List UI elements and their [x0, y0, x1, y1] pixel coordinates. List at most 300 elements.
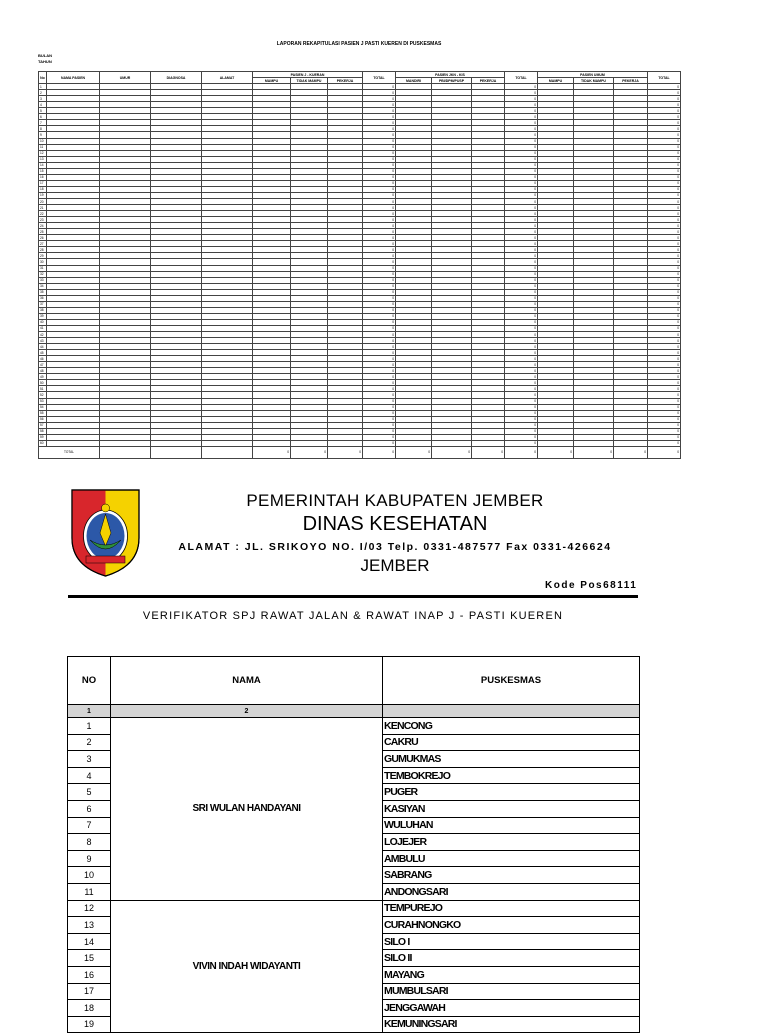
row-number: 22 — [39, 211, 47, 217]
col-alamat: ALAMAT — [202, 72, 253, 84]
row-total: 0 — [505, 96, 538, 102]
row-number: 45 — [39, 350, 47, 356]
letterhead-divider — [68, 595, 638, 598]
row-total: 0 — [363, 150, 396, 156]
sub-header: TIDAK MAMPU — [574, 78, 614, 84]
row-number: 16 — [39, 174, 47, 180]
recap-table — [38, 71, 681, 459]
row-total: 0 — [648, 168, 681, 174]
verifikator-name: VIVIN INDAH WIDAYANTI — [111, 900, 383, 1033]
row-total: 0 — [648, 180, 681, 186]
row-total: 0 — [363, 253, 396, 259]
puskesmas-name: JENGGAWAH — [383, 1000, 640, 1017]
row-total: 0 — [363, 156, 396, 162]
total-value: 0 — [614, 446, 648, 458]
row-total: 0 — [505, 198, 538, 204]
row-total: 0 — [363, 428, 396, 434]
row-total: 0 — [363, 374, 396, 380]
row-total: 0 — [648, 410, 681, 416]
row-number: 7 — [39, 120, 47, 126]
row-number: 35 — [39, 289, 47, 295]
row-total: 0 — [505, 422, 538, 428]
row-total: 0 — [648, 319, 681, 325]
row-number: 17 — [39, 180, 47, 186]
row-total: 0 — [648, 277, 681, 283]
row-total: 0 — [648, 380, 681, 386]
row-total: 0 — [648, 90, 681, 96]
row-total: 0 — [648, 132, 681, 138]
row-total: 0 — [505, 398, 538, 404]
col-diagnosa: DIAGNOSA — [151, 72, 202, 84]
total-value: 0 — [432, 446, 472, 458]
row-total: 0 — [648, 325, 681, 331]
row-number: 57 — [39, 422, 47, 428]
row-total: 0 — [363, 422, 396, 428]
row-number: 20 — [39, 198, 47, 204]
row-total: 0 — [648, 301, 681, 307]
row-total: 0 — [363, 277, 396, 283]
row-number: 59 — [39, 434, 47, 440]
row-total: 0 — [648, 295, 681, 301]
row-total: 0 — [363, 211, 396, 217]
row-total: 0 — [505, 156, 538, 162]
row-total: 0 — [505, 162, 538, 168]
row-total: 0 — [505, 223, 538, 229]
row-total: 0 — [363, 404, 396, 410]
row-total: 0 — [648, 344, 681, 350]
row-total: 0 — [505, 301, 538, 307]
row-total: 0 — [505, 428, 538, 434]
puskesmas-name: MUMBULSARI — [383, 983, 640, 1000]
row-total: 0 — [648, 120, 681, 126]
row-total: 0 — [363, 271, 396, 277]
row-total: 0 — [505, 84, 538, 90]
row-total: 0 — [648, 307, 681, 313]
row-number: 39 — [39, 313, 47, 319]
bulan-label: BULAN — [38, 53, 52, 58]
row-number: 40 — [39, 319, 47, 325]
row-total: 0 — [648, 156, 681, 162]
row-total: 0 — [648, 241, 681, 247]
sheet-meta — [38, 53, 52, 65]
row-total: 0 — [363, 205, 396, 211]
row-total: 0 — [648, 229, 681, 235]
row-total: 0 — [648, 211, 681, 217]
row-total: 0 — [505, 205, 538, 211]
row-number: 11 — [39, 144, 47, 150]
row-total: 0 — [363, 380, 396, 386]
total-value: 0 — [538, 446, 574, 458]
row-total: 0 — [363, 96, 396, 102]
row-total: 0 — [648, 84, 681, 90]
sub-header: TIDAK MAMPU — [291, 78, 328, 84]
total-row — [39, 446, 681, 458]
puskesmas-name: AMBULU — [383, 850, 640, 867]
row-total: 0 — [505, 126, 538, 132]
row-number: 6 — [39, 114, 47, 120]
row-number: 19 — [68, 1016, 111, 1033]
row-total: 0 — [363, 90, 396, 96]
puskesmas-name: KEMUNINGSARI — [383, 1016, 640, 1033]
row-total: 0 — [505, 253, 538, 259]
table-row — [68, 900, 640, 917]
row-total: 0 — [648, 271, 681, 277]
col-total-1: TOTAL — [363, 72, 396, 84]
row-total: 0 — [505, 174, 538, 180]
row-total: 0 — [505, 313, 538, 319]
row-total: 0 — [363, 138, 396, 144]
row-total: 0 — [505, 265, 538, 271]
row-total: 0 — [648, 416, 681, 422]
row-total: 0 — [648, 253, 681, 259]
letterhead-city: JEMBER — [360, 556, 430, 575]
row-total: 0 — [505, 102, 538, 108]
row-total: 0 — [505, 404, 538, 410]
row-total: 0 — [505, 344, 538, 350]
row-total: 0 — [505, 380, 538, 386]
col-puskesmas: PUSKESMAS — [383, 657, 640, 705]
row-total: 0 — [363, 338, 396, 344]
puskesmas-name: LOJEJER — [383, 834, 640, 851]
sub-header: MANDIRI — [396, 78, 432, 84]
index-row — [68, 705, 640, 718]
row-total: 0 — [363, 301, 396, 307]
row-number: 2 — [39, 90, 47, 96]
row-number: 13 — [68, 917, 111, 934]
row-number: 9 — [68, 850, 111, 867]
row-number: 5 — [39, 108, 47, 114]
sub-header: PEKERJA — [472, 78, 505, 84]
row-total: 0 — [363, 283, 396, 289]
row-number: 10 — [68, 867, 111, 884]
row-total: 0 — [648, 198, 681, 204]
row-number: 4 — [39, 102, 47, 108]
row-total: 0 — [505, 392, 538, 398]
row-total: 0 — [505, 440, 538, 446]
row-total: 0 — [648, 356, 681, 362]
row-total: 0 — [363, 84, 396, 90]
total-value: 0 — [574, 446, 614, 458]
sub-header: PEKERJA — [328, 78, 363, 84]
puskesmas-name: TEMBOKREJO — [383, 767, 640, 784]
row-number: 48 — [39, 368, 47, 374]
row-total: 0 — [363, 416, 396, 422]
row-total: 0 — [505, 259, 538, 265]
row-number: 30 — [39, 259, 47, 265]
row-total: 0 — [505, 350, 538, 356]
row-total: 0 — [363, 247, 396, 253]
row-number: 31 — [39, 265, 47, 271]
row-total: 0 — [648, 235, 681, 241]
row-total: 0 — [363, 350, 396, 356]
row-total: 0 — [505, 410, 538, 416]
row-number: 12 — [39, 150, 47, 156]
col-umur: UMUR — [100, 72, 151, 84]
row-total: 0 — [505, 338, 538, 344]
puskesmas-name: WULUHAN — [383, 817, 640, 834]
jember-coat-of-arms-icon — [68, 488, 143, 578]
row-total: 0 — [505, 192, 538, 198]
row-total: 0 — [648, 392, 681, 398]
col-nama: NAMA — [111, 657, 383, 705]
row-total: 0 — [505, 271, 538, 277]
row-number: 16 — [68, 966, 111, 983]
table-cell — [202, 446, 253, 458]
row-total: 0 — [363, 325, 396, 331]
verifikator-name: SRI WULAN HANDAYANI — [111, 718, 383, 901]
row-total: 0 — [648, 289, 681, 295]
row-total: 0 — [648, 217, 681, 223]
row-total: 0 — [505, 374, 538, 380]
row-total: 0 — [363, 313, 396, 319]
verifikator-table-body — [68, 705, 640, 1033]
row-total: 0 — [648, 374, 681, 380]
puskesmas-name: KENCONG — [383, 718, 640, 735]
row-number: 18 — [68, 1000, 111, 1017]
row-total: 0 — [363, 162, 396, 168]
row-total: 0 — [363, 295, 396, 301]
row-total: 0 — [648, 102, 681, 108]
row-total: 0 — [505, 138, 538, 144]
row-number: 50 — [39, 380, 47, 386]
puskesmas-name: SILO II — [383, 950, 640, 967]
row-total: 0 — [363, 114, 396, 120]
col-no: No — [39, 72, 47, 84]
row-number: 11 — [68, 883, 111, 900]
row-total: 0 — [648, 138, 681, 144]
row-total: 0 — [363, 259, 396, 265]
row-total: 0 — [648, 259, 681, 265]
row-total: 0 — [505, 307, 538, 313]
row-total: 0 — [505, 283, 538, 289]
row-number: 38 — [39, 307, 47, 313]
row-number: 19 — [39, 192, 47, 198]
row-total: 0 — [505, 217, 538, 223]
letterhead-address: ALAMAT : JL. SRIKOYO NO. I/03 Telp. 0331-487577 Fax 0331-426624 — [178, 541, 612, 553]
row-number: 47 — [39, 362, 47, 368]
row-total: 0 — [648, 247, 681, 253]
row-number: 5 — [68, 784, 111, 801]
row-total: 0 — [648, 313, 681, 319]
puskesmas-name: TEMPUREJO — [383, 900, 640, 917]
row-total: 0 — [505, 434, 538, 440]
row-number: 51 — [39, 386, 47, 392]
row-total: 0 — [505, 356, 538, 362]
row-number: 28 — [39, 247, 47, 253]
sub-header: PBI/DPM/PUSP — [432, 78, 472, 84]
row-total: 0 — [363, 344, 396, 350]
row-total: 0 — [648, 186, 681, 192]
row-number: 24 — [39, 223, 47, 229]
row-number: 21 — [39, 205, 47, 211]
row-number: 6 — [68, 800, 111, 817]
row-total: 0 — [363, 265, 396, 271]
row-number: 9 — [39, 132, 47, 138]
row-total: 0 — [648, 192, 681, 198]
row-number: 56 — [39, 416, 47, 422]
total-value: 0 — [648, 446, 681, 458]
col-total-3: TOTAL — [648, 72, 681, 84]
index-cell: 2 — [111, 705, 383, 718]
row-total: 0 — [363, 319, 396, 325]
total-value: 0 — [253, 446, 291, 458]
row-number: 8 — [39, 126, 47, 132]
row-total: 0 — [648, 368, 681, 374]
verifikator-table — [67, 656, 640, 1033]
row-total: 0 — [505, 386, 538, 392]
total-label: TOTAL — [39, 446, 100, 458]
row-total: 0 — [363, 102, 396, 108]
postal-code: Kode Pos68111 — [545, 580, 638, 591]
row-number: 34 — [39, 283, 47, 289]
row-number: 41 — [39, 325, 47, 331]
row-total: 0 — [363, 235, 396, 241]
row-total: 0 — [648, 398, 681, 404]
row-total: 0 — [363, 241, 396, 247]
puskesmas-name: MAYANG — [383, 966, 640, 983]
row-number: 17 — [68, 983, 111, 1000]
row-total: 0 — [505, 416, 538, 422]
row-total: 0 — [505, 132, 538, 138]
row-total: 0 — [363, 307, 396, 313]
row-total: 0 — [505, 277, 538, 283]
sub-header: MAMPU — [538, 78, 574, 84]
row-number: 44 — [39, 344, 47, 350]
row-number: 15 — [68, 950, 111, 967]
row-number: 4 — [68, 767, 111, 784]
row-total: 0 — [505, 235, 538, 241]
row-number: 53 — [39, 398, 47, 404]
index-cell — [383, 705, 640, 718]
recap-table-body — [39, 84, 681, 459]
row-total: 0 — [363, 392, 396, 398]
row-total: 0 — [363, 120, 396, 126]
row-total: 0 — [363, 108, 396, 114]
puskesmas-name: KASIYAN — [383, 800, 640, 817]
row-total: 0 — [648, 428, 681, 434]
table-row — [68, 718, 640, 735]
index-cell: 1 — [68, 705, 111, 718]
row-number: 13 — [39, 156, 47, 162]
row-total: 0 — [505, 289, 538, 295]
row-total: 0 — [505, 180, 538, 186]
table-cell — [151, 446, 202, 458]
row-total: 0 — [648, 362, 681, 368]
total-value: 0 — [363, 446, 396, 458]
total-value: 0 — [472, 446, 505, 458]
row-total: 0 — [505, 168, 538, 174]
row-total: 0 — [363, 126, 396, 132]
row-number: 23 — [39, 217, 47, 223]
row-total: 0 — [648, 162, 681, 168]
row-number: 46 — [39, 356, 47, 362]
row-number: 37 — [39, 301, 47, 307]
row-total: 0 — [505, 150, 538, 156]
row-total: 0 — [363, 174, 396, 180]
puskesmas-name: GUMUKMAS — [383, 751, 640, 768]
row-total: 0 — [363, 144, 396, 150]
group-umum: PASIEN UMUM — [538, 72, 648, 78]
row-number: 54 — [39, 404, 47, 410]
sub-header: PEKERJA — [614, 78, 648, 84]
row-total: 0 — [505, 211, 538, 217]
row-total: 0 — [648, 422, 681, 428]
row-total: 0 — [363, 217, 396, 223]
row-number: 7 — [68, 817, 111, 834]
row-total: 0 — [648, 434, 681, 440]
row-total: 0 — [505, 108, 538, 114]
row-total: 0 — [505, 120, 538, 126]
row-total: 0 — [648, 144, 681, 150]
puskesmas-name: CAKRU — [383, 734, 640, 751]
row-total: 0 — [363, 440, 396, 446]
row-number: 1 — [68, 718, 111, 735]
row-number: 55 — [39, 410, 47, 416]
row-number: 33 — [39, 277, 47, 283]
row-number: 18 — [39, 186, 47, 192]
row-total: 0 — [505, 362, 538, 368]
letterhead-line-1: PEMERINTAH KABUPATEN JEMBER — [246, 491, 544, 510]
row-total: 0 — [648, 386, 681, 392]
row-total: 0 — [505, 90, 538, 96]
total-value: 0 — [328, 446, 363, 458]
puskesmas-name: ANDONGSARI — [383, 883, 640, 900]
row-total: 0 — [363, 223, 396, 229]
row-total: 0 — [648, 350, 681, 356]
row-total: 0 — [648, 223, 681, 229]
tahun-label: TAHUN — [38, 59, 52, 64]
row-number: 52 — [39, 392, 47, 398]
row-number: 14 — [39, 162, 47, 168]
puskesmas-name: CURAHNONGKO — [383, 917, 640, 934]
group-j-kueran: PASIEN J - KUERAN — [253, 72, 363, 78]
row-total: 0 — [648, 283, 681, 289]
puskesmas-name: PUGER — [383, 784, 640, 801]
letterhead-line-2: DINAS KESEHATAN — [302, 513, 488, 535]
col-no: NO — [68, 657, 111, 705]
total-value: 0 — [396, 446, 432, 458]
row-number: 27 — [39, 241, 47, 247]
row-total: 0 — [363, 180, 396, 186]
row-number: 15 — [39, 168, 47, 174]
row-total: 0 — [648, 96, 681, 102]
row-number: 36 — [39, 295, 47, 301]
row-total: 0 — [505, 295, 538, 301]
row-total: 0 — [363, 410, 396, 416]
row-number: 60 — [39, 440, 47, 446]
row-total: 0 — [363, 132, 396, 138]
row-total: 0 — [363, 192, 396, 198]
row-total: 0 — [363, 168, 396, 174]
row-total: 0 — [648, 174, 681, 180]
row-total: 0 — [648, 108, 681, 114]
row-total: 0 — [363, 362, 396, 368]
col-total-2: TOTAL — [505, 72, 538, 84]
row-total: 0 — [648, 338, 681, 344]
row-total: 0 — [505, 186, 538, 192]
row-number: 42 — [39, 332, 47, 338]
row-total: 0 — [505, 325, 538, 331]
row-total: 0 — [363, 434, 396, 440]
row-number: 8 — [68, 834, 111, 851]
row-total: 0 — [363, 356, 396, 362]
row-total: 0 — [363, 386, 396, 392]
row-number: 58 — [39, 428, 47, 434]
col-nama-pasien: NAMA PASIEN — [47, 72, 100, 84]
row-total: 0 — [363, 186, 396, 192]
row-number: 26 — [39, 235, 47, 241]
row-total: 0 — [363, 229, 396, 235]
